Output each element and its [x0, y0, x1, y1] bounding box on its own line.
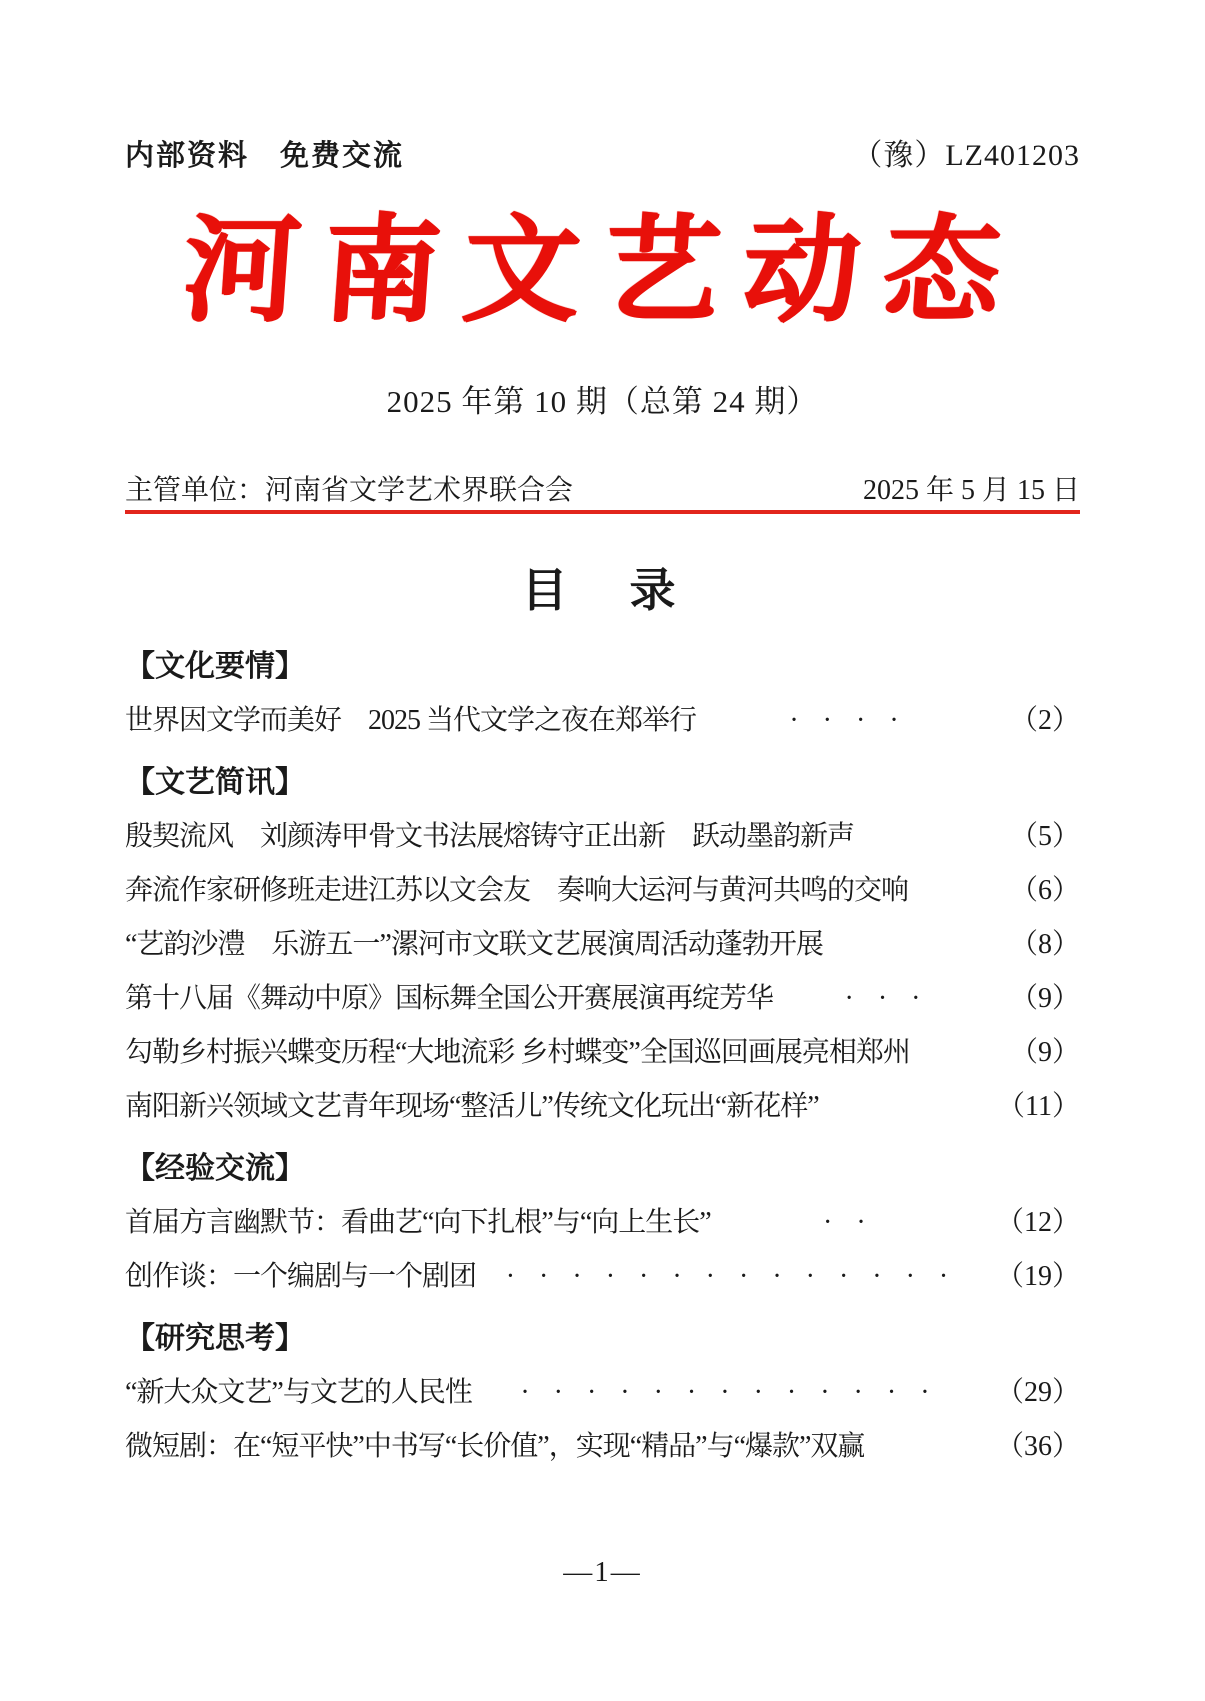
toc-item-page: （5）	[1009, 821, 1080, 852]
toc-item-title: 南阳新兴领域文艺青年现场“整活儿”传统文化玩出“新花样”	[125, 1091, 819, 1122]
toc-item-page: （12）	[995, 1207, 1080, 1238]
header-row	[125, 130, 1080, 174]
toc-item-title: “新大众文艺”与文艺的人民性	[125, 1377, 472, 1408]
page-number: —1—	[563, 1556, 642, 1588]
publication-title: 河南文艺动态	[178, 208, 1028, 336]
toc-section-label-culture: 【文化要情】	[125, 650, 305, 683]
toc-list	[125, 632, 1080, 1474]
toc-item-page: （29）	[995, 1377, 1080, 1408]
issue-line: 2025 年第 10 期（总第 24 期）	[386, 384, 819, 419]
toc-item	[125, 1026, 1080, 1080]
toc-item-title: 世界因文学而美好 2025 当代文学之夜在郑举行	[125, 705, 697, 736]
divider-rule	[125, 510, 1080, 514]
toc-item-page: （9）	[1009, 983, 1080, 1014]
toc-item-leader: ·············	[520, 1377, 954, 1408]
toc-heading: 目 录	[521, 565, 684, 616]
toc-item	[125, 864, 1080, 918]
toc-item-page: （9）	[1009, 1037, 1080, 1068]
publish-date: 2025 年 5 月 15 日	[862, 475, 1080, 506]
toc-item-title: “艺韵沙澧 乐游五一”漯河市文联文艺展演周活动蓬勃开展	[125, 929, 823, 960]
publisher-row	[125, 468, 1080, 508]
toc-item-page: （8）	[1009, 929, 1080, 960]
toc-item-title: 奔流作家研修班走进江苏以文会友 奏响大运河与黄河共鸣的交响	[125, 875, 909, 906]
toc-item-leader: ··············	[505, 1261, 973, 1292]
toc-item	[125, 1250, 1080, 1304]
toc-item-page: （36）	[995, 1431, 1080, 1462]
toc-item	[125, 918, 1080, 972]
toc-item-page: （19）	[995, 1261, 1080, 1292]
toc-item-title: 微短剧：在“短平快”中书写“长价值”，实现“精品”与“爆款”双赢	[125, 1431, 865, 1462]
toc-item-leader: ····	[789, 705, 923, 736]
toc-item	[125, 972, 1080, 1026]
toc-section-label-briefs: 【文艺简讯】	[125, 766, 305, 799]
toc-item-leader: ···	[844, 983, 945, 1014]
toc-item	[125, 1196, 1080, 1250]
toc-item-page: （6）	[1009, 875, 1080, 906]
toc-item	[125, 810, 1080, 864]
toc-item-leader: ··	[823, 1207, 890, 1238]
license-code: （豫）LZ401203	[852, 139, 1080, 172]
toc-item-title: 首届方言幽默节：看曲艺“向下扎根”与“向上生长”	[125, 1207, 711, 1238]
toc-item	[125, 1080, 1080, 1134]
toc-section-label-research: 【研究思考】	[125, 1322, 305, 1355]
toc-item	[125, 1420, 1080, 1474]
toc-item-title: 殷契流风 刘颜涛甲骨文书法展熔铸守正出新 跃动墨韵新声	[125, 821, 855, 852]
toc-item-title: 第十八届《舞动中原》国标舞全国公开赛展演再绽芳华	[125, 983, 774, 1014]
toc-item-title: 创作谈：一个编剧与一个剧团	[125, 1261, 477, 1292]
toc-item	[125, 694, 1080, 748]
toc-item	[125, 1366, 1080, 1420]
toc-section-label-experience: 【经验交流】	[125, 1152, 305, 1185]
toc-item-page: （2）	[1009, 705, 1080, 736]
internal-material-notice: 内部资料 免费交流	[125, 140, 405, 172]
toc-item-page: （11）	[997, 1091, 1080, 1122]
toc-item-title: 勾勒乡村振兴蝶变历程“大地流彩 乡村蝶变”全国巡回画展亮相郑州	[125, 1037, 910, 1068]
supervisor-unit: 主管单位：河南省文学艺术界联合会	[125, 475, 574, 506]
